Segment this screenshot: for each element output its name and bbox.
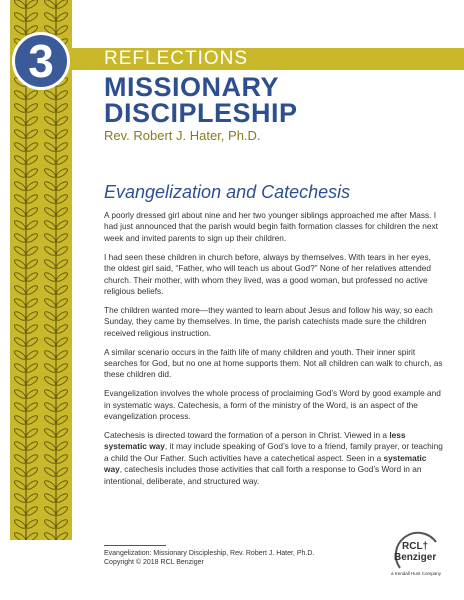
article-title: Evangelization and Catechesis	[104, 182, 351, 202]
footer	[104, 549, 314, 567]
author-name: Rev. Robert J. Hater, Ph.D.	[104, 128, 261, 143]
page-title-line-2: DISCIPLESHIP	[104, 98, 298, 128]
rcl-benziger-logo-icon	[380, 528, 450, 578]
paragraph-6	[104, 430, 444, 487]
paragraph-6-emphasis-1: less systematic way	[104, 430, 406, 452]
paragraph-6-part-a: Catechesis is directed toward the formation of a person in Christ. Viewed in a	[104, 430, 390, 440]
paragraph-2: I had seen these children in church before, always by themselves. With tears in her eyes, the oldest girl said, “Father, who will teach us about God?” None of her relatives attended church. Their mother, with whom they lived, was a good woman, but professed no active religious beliefs.	[104, 251, 431, 296]
page-title-line-1: MISSIONARY	[104, 72, 280, 102]
paragraph-1: A poorly dressed girl about nine and her two younger siblings approached me after Mass. I had just announced that the parish would begin faith formation classes for children the next week and invited parents to sign up their children.	[104, 210, 438, 243]
paragraph-6-emphasis-2: systematic way	[104, 452, 427, 475]
footer-divider	[104, 545, 166, 546]
footer-copyright: Copyright © 2018 RCL Benziger	[104, 559, 204, 566]
footer-citation: Evangelization: Missionary Discipleship, Rev. Robert J. Hater, Ph.D.	[104, 550, 315, 557]
article-body	[104, 210, 444, 495]
paragraph-4: A similar scenario occurs in the faith life of many children and youth. Their inner spirit searches for God, but no one at home supports them. Not all children can walk to church, as these children did.	[104, 346, 443, 380]
logo-text-1: RCL†	[402, 541, 429, 552]
paragraph-3: The children wanted more—they wanted to learn about Jesus and follow his way, so each Sunday, they came by themselves. In time, the parish catechists made sure the children received religious instruction.	[104, 304, 433, 338]
paragraph-6-part-e: , catechesis includes those activities that call forth a response to God’s Word in an intentional, deliberate, and structured way.	[104, 464, 422, 486]
paragraph-6-part-c: , it may include speaking of God’s love to a friend, family prayer, or teaching a child the Our Father. Such activities have a catechetical aspect. Seen in a	[104, 441, 443, 463]
section-label: REFLECTIONS	[104, 48, 249, 69]
logo-text-2: Benziger	[394, 552, 437, 563]
chapter-number: 3	[28, 35, 54, 87]
paragraph-5: Evangelization involves the whole process of proclaiming God’s Word by good example and in systematic ways. Catechesis, a form of the ministry of the Word, is an aspect of the evangelization process.	[104, 388, 441, 422]
logo-tagline: a Kendall Hunt Company	[391, 571, 442, 576]
chapter-number-badge	[12, 32, 70, 90]
publisher-logo	[380, 528, 450, 578]
